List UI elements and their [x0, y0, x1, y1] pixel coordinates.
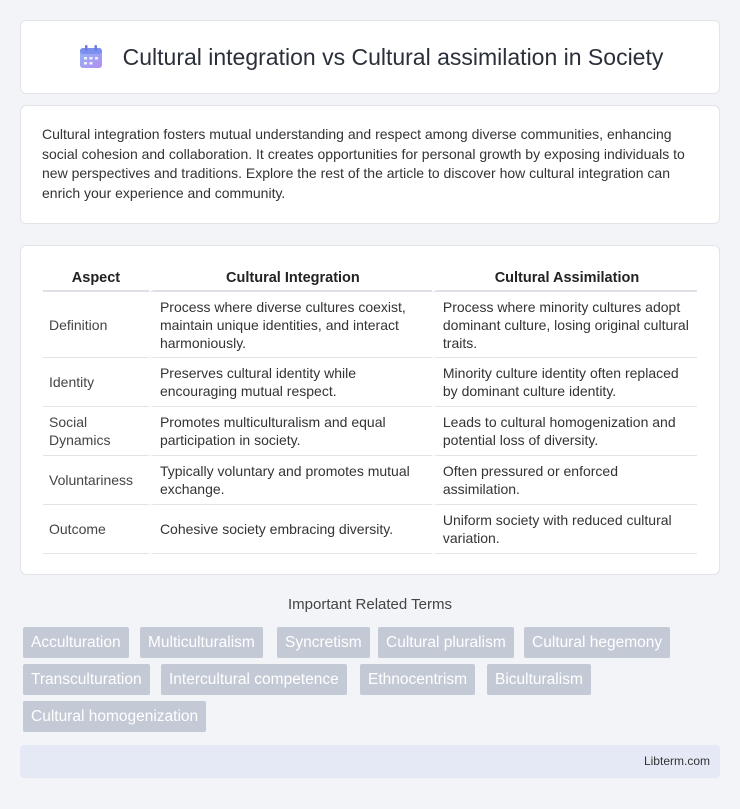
integration-cell: Cohesive society embracing diversity. — [149, 505, 432, 554]
aspect-cell: Outcome — [43, 505, 149, 554]
footer — [20, 745, 720, 778]
tag-transculturation[interactable]: Transculturation — [23, 664, 150, 695]
integration-cell: Process where diverse cultures coexist, maintain unique identities, and interact harmoniously. — [149, 292, 432, 358]
comparison-table — [43, 266, 697, 554]
header-aspect: Aspect — [43, 266, 149, 292]
header-card — [20, 20, 720, 94]
table-row — [43, 358, 697, 407]
intro-card — [20, 105, 720, 224]
tag-biculturalism[interactable]: Biculturalism — [487, 664, 591, 695]
table-row — [43, 292, 697, 358]
integration-cell: Preserves cultural identity while encouraging mutual respect. — [149, 358, 432, 407]
aspect-cell: Voluntariness — [43, 456, 149, 505]
assimilation-cell: Uniform society with reduced cultural variation. — [432, 505, 697, 554]
assimilation-cell: Minority culture identity often replaced by dominant culture identity. — [432, 358, 697, 407]
table-row — [43, 407, 697, 456]
assimilation-cell: Often pressured or enforced assimilation. — [432, 456, 697, 505]
assimilation-cell: Leads to cultural homogenization and potential loss of diversity. — [432, 407, 697, 456]
comparison-card — [20, 245, 720, 575]
tag-multiculturalism[interactable]: Multiculturalism — [140, 627, 263, 658]
integration-cell: Typically voluntary and promotes mutual exchange. — [149, 456, 432, 505]
header-assimilation: Cultural Assimilation — [432, 266, 697, 292]
header-integration: Cultural Integration — [149, 266, 432, 292]
tag-intercultural-competence[interactable]: Intercultural competence — [161, 664, 347, 695]
page-title: Cultural integration vs Cultural assimilation in Society — [122, 43, 664, 70]
assimilation-cell: Process where minority cultures adopt dominant culture, losing original cultural traits. — [432, 292, 697, 358]
calendar-icon — [77, 43, 105, 71]
tag-cultural-homogenization[interactable]: Cultural homogenization — [23, 701, 206, 732]
aspect-cell: Identity — [43, 358, 149, 407]
aspect-cell: Definition — [43, 292, 149, 358]
related-terms-heading: Important Related Terms — [288, 596, 452, 613]
footer-site-link[interactable]: Libterm.com — [643, 754, 710, 768]
tag-cultural-pluralism[interactable]: Cultural pluralism — [378, 627, 514, 658]
table-row — [43, 505, 697, 554]
tag-ethnocentrism[interactable]: Ethnocentrism — [360, 664, 475, 695]
tag-acculturation[interactable]: Acculturation — [23, 627, 129, 658]
tag-cultural-hegemony[interactable]: Cultural hegemony — [524, 627, 670, 658]
integration-cell: Promotes multiculturalism and equal participation in society. — [149, 407, 432, 456]
tag-syncretism[interactable]: Syncretism — [277, 627, 370, 658]
table-row — [43, 456, 697, 505]
aspect-cell: Social Dynamics — [43, 407, 149, 456]
intro-text: Cultural integration fosters mutual understanding and respect among diverse communities, enhancing social cohesion and collaboration. It creates opportunities for personal growth by exposing individuals to new perspectives and traditions. Explore the rest of the article to discover how cultural integration can enrich your experience and community. — [42, 126, 685, 201]
